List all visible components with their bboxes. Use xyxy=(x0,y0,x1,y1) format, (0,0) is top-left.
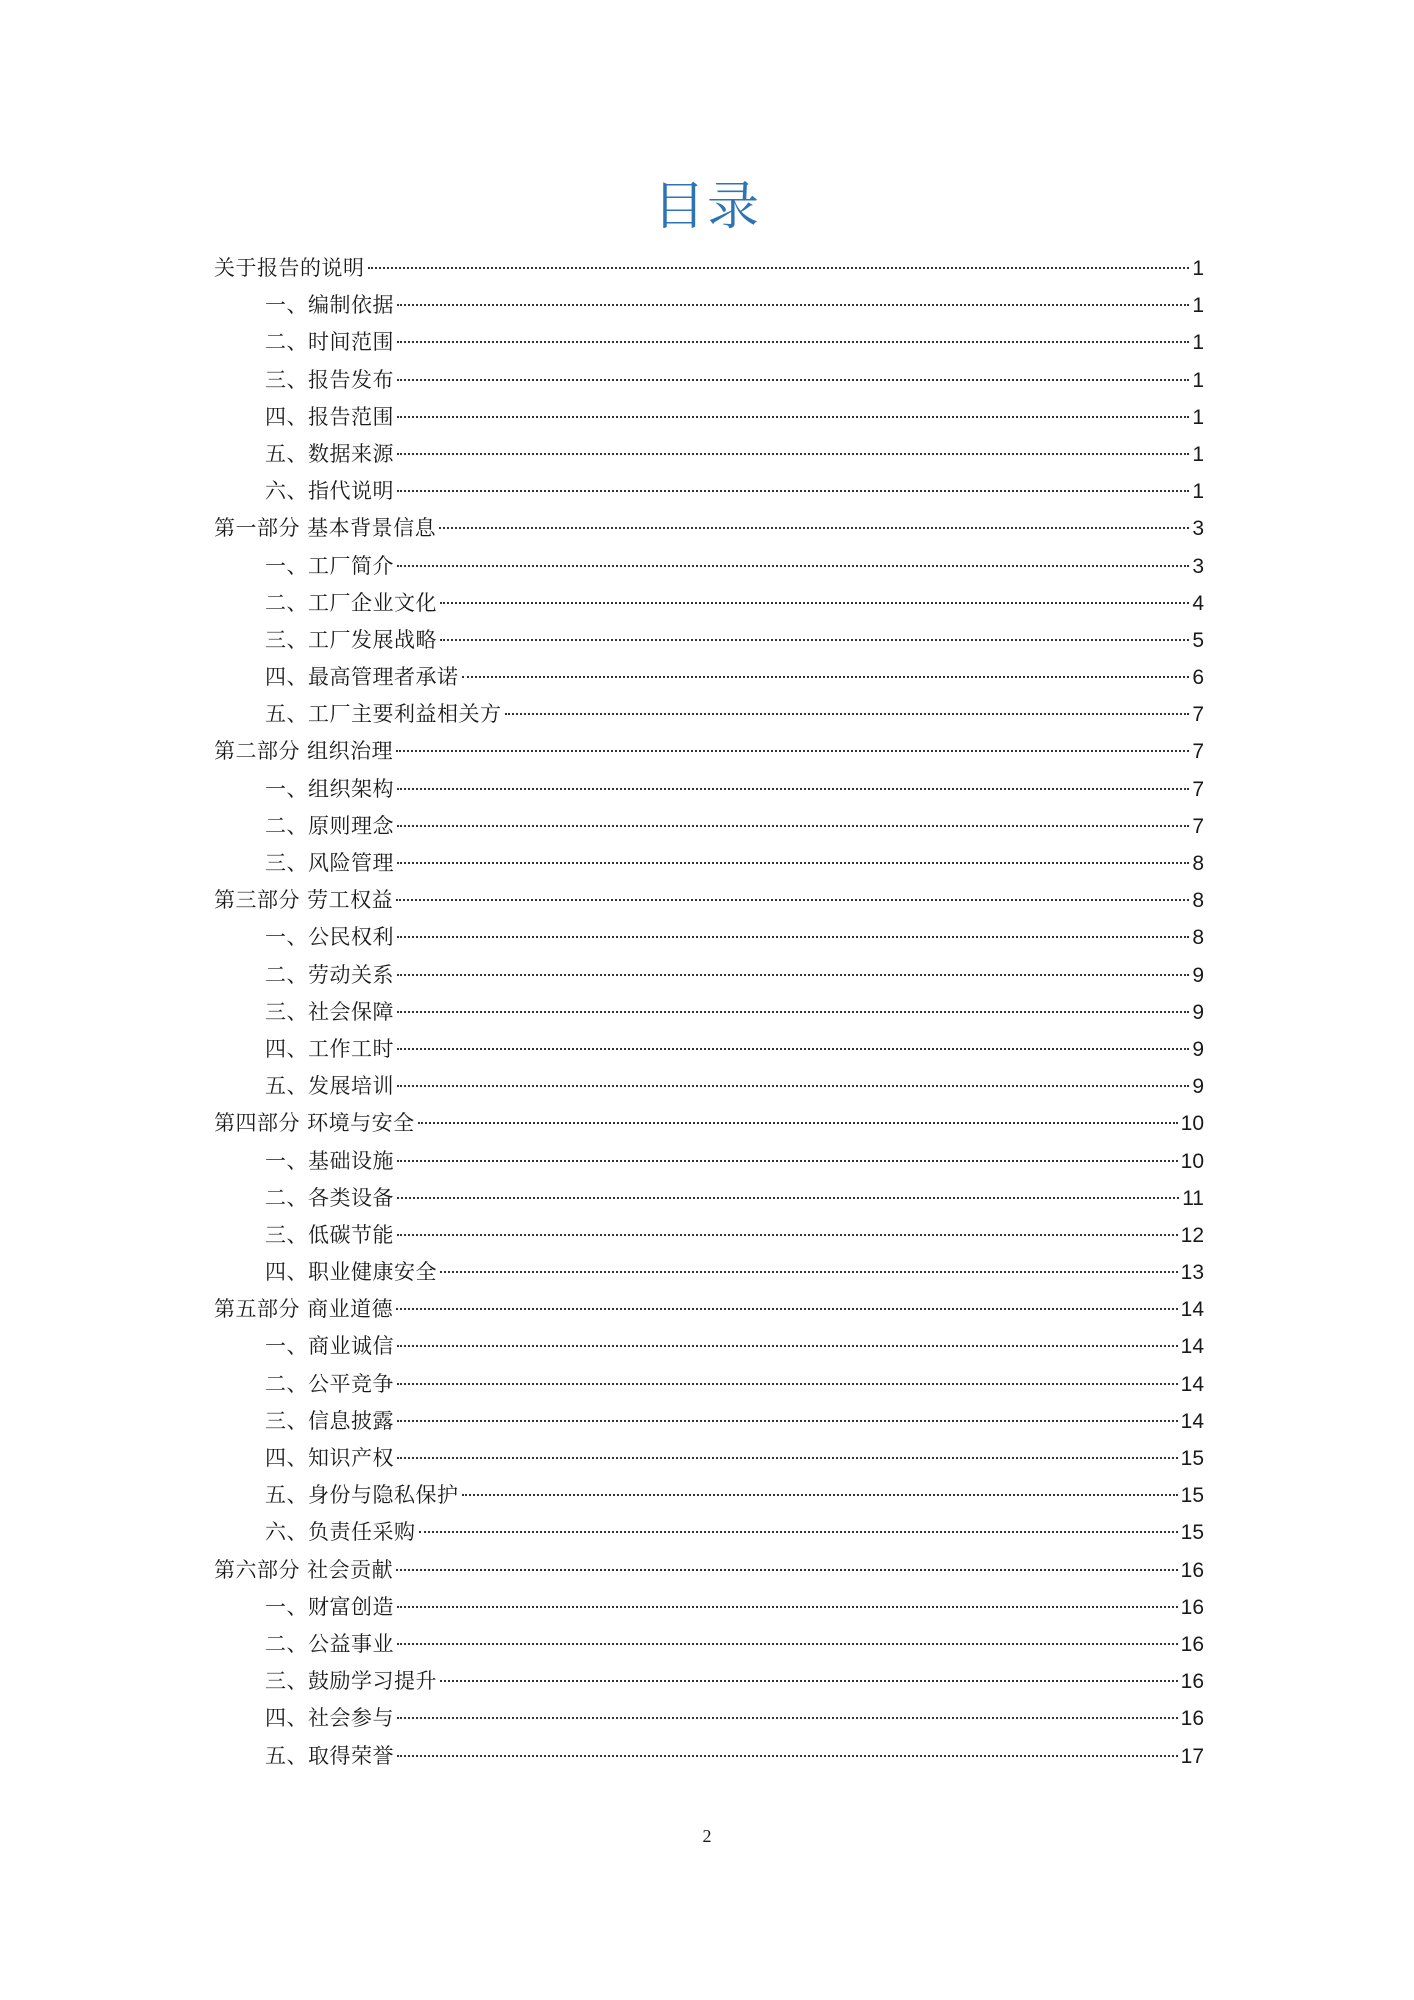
toc-subsection-entry[interactable] xyxy=(214,1366,1204,1403)
toc-section-entry[interactable] xyxy=(214,882,1204,919)
toc-subsection-entry[interactable] xyxy=(214,1738,1204,1775)
toc-entry-label: 四、工作工时 xyxy=(265,1036,394,1061)
toc-entry-page: 12 xyxy=(1180,1223,1204,1247)
toc-subsection-entry[interactable] xyxy=(214,1328,1204,1365)
toc-dot-leader xyxy=(397,788,1189,790)
toc-entry-label: 四、社会参与 xyxy=(265,1706,394,1731)
toc-subsection-entry[interactable] xyxy=(214,1626,1204,1663)
toc-entry-label: 三、鼓励学习提升 xyxy=(265,1669,437,1694)
toc-subsection-entry[interactable] xyxy=(214,622,1204,659)
toc-dot-leader xyxy=(397,1048,1189,1050)
toc-subsection-entry[interactable] xyxy=(214,808,1204,845)
toc-entry-label: 一、公民权利 xyxy=(265,925,394,950)
toc-entry-label: 四、最高管理者承诺 xyxy=(265,665,459,690)
toc-dot-leader xyxy=(397,936,1189,938)
toc-subsection-entry[interactable] xyxy=(214,399,1204,436)
toc-subsection-entry[interactable] xyxy=(214,548,1204,585)
toc-dot-leader xyxy=(397,825,1189,827)
toc-subsection-entry[interactable] xyxy=(214,1068,1204,1105)
toc-section-entry[interactable] xyxy=(214,1552,1204,1589)
toc-entry-page: 8 xyxy=(1192,926,1204,950)
toc-entry-label: 四、职业健康安全 xyxy=(265,1260,437,1285)
toc-subsection-entry[interactable] xyxy=(214,994,1204,1031)
toc-dot-leader xyxy=(397,341,1189,343)
toc-subsection-entry[interactable] xyxy=(214,1440,1204,1477)
toc-dot-leader xyxy=(397,1457,1178,1459)
toc-entry-page: 17 xyxy=(1180,1744,1204,1768)
toc-entry-page: 16 xyxy=(1180,1595,1204,1619)
toc-entry-page: 1 xyxy=(1192,405,1204,429)
toc-entry-page: 1 xyxy=(1192,442,1204,466)
toc-title: 目录 xyxy=(652,177,761,237)
toc-subsection-entry[interactable] xyxy=(214,771,1204,808)
toc-subsection-entry[interactable] xyxy=(214,659,1204,696)
toc-entry-page: 15 xyxy=(1180,1484,1204,1508)
toc-dot-leader xyxy=(397,565,1189,567)
toc-dot-leader xyxy=(439,527,1189,529)
toc-entry-page: 9 xyxy=(1192,1037,1204,1061)
toc-entry-label: 二、各类设备 xyxy=(265,1185,394,1210)
toc-subsection-entry[interactable] xyxy=(214,1514,1204,1551)
toc-entry-page: 15 xyxy=(1180,1521,1204,1545)
toc-section-entry[interactable] xyxy=(214,1105,1204,1142)
toc-subsection-entry[interactable] xyxy=(214,1143,1204,1180)
toc-entry-label: 第五部分 商业道德 xyxy=(214,1297,394,1322)
toc-subsection-entry[interactable] xyxy=(214,473,1204,510)
toc-entry-label: 一、编制依据 xyxy=(265,293,394,318)
toc-dot-leader xyxy=(397,379,1189,381)
toc-entry-page: 13 xyxy=(1180,1261,1204,1285)
toc-entry-page: 14 xyxy=(1180,1372,1204,1396)
toc-dot-leader xyxy=(397,974,1189,976)
toc-entry-page: 4 xyxy=(1192,591,1204,615)
toc-entry-page: 16 xyxy=(1180,1632,1204,1656)
toc-dot-leader xyxy=(397,1643,1178,1645)
toc-subsection-entry[interactable] xyxy=(214,1700,1204,1737)
toc-dot-leader xyxy=(396,1569,1177,1571)
toc-dot-leader xyxy=(419,1531,1178,1533)
toc-dot-leader xyxy=(397,490,1189,492)
toc-entry-page: 11 xyxy=(1182,1186,1204,1210)
toc-dot-leader xyxy=(397,1606,1178,1608)
toc-entry-page: 16 xyxy=(1180,1707,1204,1731)
toc-subsection-entry[interactable] xyxy=(214,585,1204,622)
toc-entry-label: 第六部分 社会贡献 xyxy=(214,1557,394,1582)
toc-dot-leader xyxy=(397,453,1189,455)
toc-entry-label: 一、商业诚信 xyxy=(265,1334,394,1359)
toc-dot-leader xyxy=(397,1420,1178,1422)
toc-entry-page: 3 xyxy=(1192,517,1204,541)
toc-entry-page: 16 xyxy=(1180,1558,1204,1582)
toc-subsection-entry[interactable] xyxy=(214,1180,1204,1217)
toc-entry-label: 四、报告范围 xyxy=(265,404,394,429)
toc-entry-label: 关于报告的说明 xyxy=(214,256,365,280)
toc-entry-page: 1 xyxy=(1192,480,1204,504)
toc-entry-page: 14 xyxy=(1180,1335,1204,1359)
toc-entry-page: 3 xyxy=(1192,554,1204,578)
toc-entry-page: 16 xyxy=(1180,1670,1204,1694)
toc-subsection-entry[interactable] xyxy=(214,436,1204,473)
toc-subsection-entry[interactable] xyxy=(214,1663,1204,1700)
toc-dot-leader xyxy=(440,1680,1178,1682)
toc-subsection-entry[interactable] xyxy=(214,957,1204,994)
toc-subsection-entry[interactable] xyxy=(214,287,1204,324)
toc-entry-page: 9 xyxy=(1192,1075,1204,1099)
toc-dot-leader xyxy=(440,639,1189,641)
toc-entry-label: 三、风险管理 xyxy=(265,851,394,875)
toc-section-entry[interactable] xyxy=(214,250,1204,287)
toc-entry-page: 9 xyxy=(1192,963,1204,987)
toc-dot-leader xyxy=(368,267,1190,269)
toc-entry-label: 六、指代说明 xyxy=(265,479,394,504)
toc-entry-page: 1 xyxy=(1192,368,1204,392)
toc-entry-label: 五、身份与隐私保护 xyxy=(265,1483,459,1508)
toc-entry-page: 10 xyxy=(1180,1112,1204,1136)
toc-dot-leader xyxy=(397,862,1189,864)
toc-entry-label: 第一部分 基本背景信息 xyxy=(214,516,437,541)
toc-entry-label: 二、公平竞争 xyxy=(265,1371,394,1396)
toc-entry-page: 1 xyxy=(1192,257,1204,280)
toc-dot-leader xyxy=(396,1308,1177,1310)
toc-entry-page: 7 xyxy=(1192,740,1204,764)
toc-dot-leader xyxy=(418,1122,1178,1124)
toc-subsection-entry[interactable] xyxy=(214,1031,1204,1068)
toc-entry-page: 5 xyxy=(1192,628,1204,652)
toc-entry-label: 三、社会保障 xyxy=(265,999,394,1024)
toc-subsection-entry[interactable] xyxy=(214,919,1204,956)
toc-subsection-entry[interactable] xyxy=(214,1403,1204,1440)
toc-entry-label: 二、时间范围 xyxy=(265,330,394,355)
toc-entry-label: 三、报告发布 xyxy=(265,367,394,392)
toc-entry-page: 15 xyxy=(1180,1447,1204,1470)
toc-subsection-entry[interactable] xyxy=(214,1254,1204,1291)
toc-entry-label: 二、公益事业 xyxy=(265,1631,394,1656)
toc-entry-page: 7 xyxy=(1192,777,1204,801)
toc-entry-label: 三、工厂发展战略 xyxy=(265,627,437,652)
toc-entry-label: 三、信息披露 xyxy=(265,1408,394,1433)
toc-entry-label: 一、组织架构 xyxy=(265,776,394,801)
toc-dot-leader xyxy=(397,1197,1179,1199)
toc-entry-page: 8 xyxy=(1192,889,1204,913)
toc-entry-label: 第四部分 环境与安全 xyxy=(214,1111,415,1136)
toc-section-entry[interactable] xyxy=(214,733,1204,770)
toc-subsection-entry[interactable] xyxy=(214,696,1204,733)
toc-entry-page: 9 xyxy=(1192,1000,1204,1024)
toc-entry-label: 二、原则理念 xyxy=(265,813,394,838)
toc-dot-leader xyxy=(397,416,1189,418)
toc-dot-leader xyxy=(397,1234,1178,1236)
toc-entry-label: 二、工厂企业文化 xyxy=(265,590,437,615)
toc-entry-page: 6 xyxy=(1192,666,1204,690)
toc-entry-label: 五、发展培训 xyxy=(265,1074,394,1099)
toc-entry-label: 三、低碳节能 xyxy=(265,1222,394,1247)
toc-subsection-entry[interactable] xyxy=(214,362,1204,399)
toc-entry-label: 第三部分 劳工权益 xyxy=(214,888,394,913)
toc-subsection-entry[interactable] xyxy=(214,1477,1204,1514)
toc-dot-leader xyxy=(440,602,1189,604)
toc-dot-leader xyxy=(397,1085,1189,1087)
toc-dot-leader xyxy=(397,1160,1178,1162)
toc-entry-page: 1 xyxy=(1192,331,1204,355)
toc-subsection-entry[interactable] xyxy=(214,1589,1204,1626)
toc-entry-label: 二、劳动关系 xyxy=(265,962,394,987)
toc-dot-leader xyxy=(397,1345,1178,1347)
toc-dot-leader xyxy=(397,1755,1178,1757)
toc-list xyxy=(214,250,1204,1775)
toc-dot-leader xyxy=(440,1271,1178,1273)
toc-dot-leader xyxy=(505,713,1190,715)
toc-subsection-entry[interactable] xyxy=(214,845,1204,882)
toc-dot-leader xyxy=(462,1494,1178,1496)
toc-entry-page: 7 xyxy=(1192,703,1204,727)
toc-entry-label: 六、负责任采购 xyxy=(265,1520,416,1545)
toc-dot-leader xyxy=(397,1717,1178,1719)
page-number: 2 xyxy=(702,1826,712,1846)
toc-subsection-entry[interactable] xyxy=(214,1217,1204,1254)
toc-dot-leader xyxy=(397,1383,1178,1385)
toc-entry-label: 五、工厂主要利益相关方 xyxy=(265,702,502,727)
toc-entry-label: 五、数据来源 xyxy=(265,441,394,466)
toc-dot-leader xyxy=(396,899,1189,901)
toc-entry-label: 一、工厂简介 xyxy=(265,553,394,578)
toc-dot-leader xyxy=(397,1011,1189,1013)
toc-entry-page: 14 xyxy=(1180,1298,1204,1322)
toc-entry-label: 第二部分 组织治理 xyxy=(214,739,394,764)
toc-entry-page: 8 xyxy=(1192,852,1204,875)
toc-entry-page: 10 xyxy=(1180,1149,1204,1173)
toc-entry-label: 五、取得荣誉 xyxy=(265,1743,394,1768)
toc-entry-label: 四、知识产权 xyxy=(265,1446,394,1470)
toc-entry-label: 一、基础设施 xyxy=(265,1148,394,1173)
toc-entry-label: 一、财富创造 xyxy=(265,1594,394,1619)
toc-dot-leader xyxy=(397,304,1189,306)
toc-dot-leader xyxy=(462,676,1190,678)
toc-entry-page: 1 xyxy=(1192,294,1204,318)
toc-subsection-entry[interactable] xyxy=(214,324,1204,361)
toc-entry-page: 7 xyxy=(1192,814,1204,838)
toc-section-entry[interactable] xyxy=(214,1291,1204,1328)
toc-entry-page: 14 xyxy=(1180,1409,1204,1433)
toc-dot-leader xyxy=(396,750,1189,752)
toc-section-entry[interactable] xyxy=(214,510,1204,547)
